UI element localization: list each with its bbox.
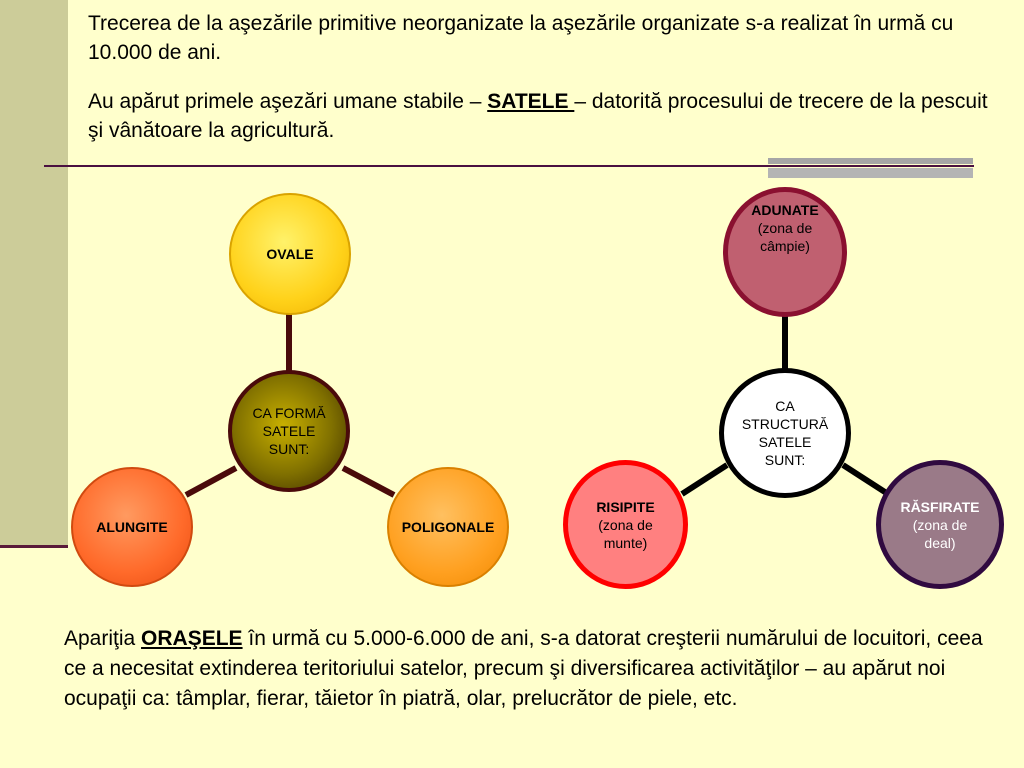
- risipite-sub2: munte): [603, 534, 648, 551]
- structura-colon: :: [801, 452, 806, 468]
- label-ca-forma: [252, 404, 325, 458]
- structura-line2: STRUCTURĂ: [741, 416, 829, 432]
- adunate-sub2: câmpie): [760, 238, 810, 254]
- forma-line3: SUNT: [268, 441, 306, 457]
- circle-alungite: [71, 467, 193, 587]
- forma-line1: CA FORMĂ: [252, 405, 326, 421]
- circle-ovale: [229, 193, 351, 315]
- circle-ca-structura: [719, 368, 851, 498]
- structura-line3: SATELE: [758, 434, 812, 450]
- adunate-sub1: (zona de: [757, 220, 813, 236]
- structura-line4: SUNT: [764, 452, 802, 468]
- circle-rasfirate: [876, 460, 1004, 589]
- circle-adunate: [723, 187, 847, 317]
- label-ca-structura: [742, 397, 828, 469]
- forma-colon: :: [305, 441, 310, 457]
- forma-line2: SATELE: [262, 423, 316, 439]
- connector-forma-poligonale: [343, 468, 394, 495]
- structura-line1: CA: [775, 398, 795, 414]
- risipite-sub1: (zona de: [598, 516, 653, 533]
- circle-ca-forma: [228, 370, 350, 492]
- rasfirate-title: RĂSFIRATE: [900, 498, 980, 515]
- label-risipite: [596, 498, 654, 552]
- risipite-title: RISIPITE: [596, 498, 655, 515]
- label-poligonale: POLIGONALE: [401, 519, 495, 535]
- label-adunate: [751, 201, 818, 255]
- outro-paragraph: [64, 624, 1004, 714]
- connector-structura-rasfirate: [843, 465, 888, 494]
- circle-poligonale: [387, 467, 509, 587]
- circle-risipite: [563, 460, 688, 589]
- label-rasfirate: [900, 498, 979, 552]
- connector-structura-risipite: [682, 465, 727, 494]
- label-ovale: OVALE: [266, 246, 314, 262]
- connector-forma-alungite: [186, 468, 236, 495]
- intro-text-after: – datorită procesului de trecere de la pescuit şi vânătoare la agricultură.: [88, 90, 988, 142]
- adunate-title: ADUNATE: [751, 202, 819, 218]
- outro-text-before: Apariţia: [64, 627, 142, 650]
- intro-text-before: Au apărut primele aşezări umane stabile –: [88, 90, 488, 113]
- keyword-satele: SATELE: [487, 90, 575, 113]
- rasfirate-sub2: deal): [924, 534, 956, 551]
- keyword-orasele: ORAŞELE: [141, 627, 243, 650]
- intro-paragraph-1: Trecerea de la aşezările primitive neorganizate la aşezările organizate s-a realizat în urmă cu 10.000 de ani.: [88, 12, 954, 64]
- rasfirate-sub1: (zona de: [912, 516, 968, 533]
- label-alungite: ALUNGITE: [96, 519, 168, 535]
- outro-text-after: în urmă cu 5.000-6.000 de ani, s-a datorat creşterii numărului de locuitori, ceea ce a necesitat extinderea teritoriului satelor, precum şi diversificarea activităţilor – au apărut noi ocupaţii ca: tâmplar, fierar, tăietor în piatră, olar, prelucrător de piele, etc.: [64, 627, 983, 710]
